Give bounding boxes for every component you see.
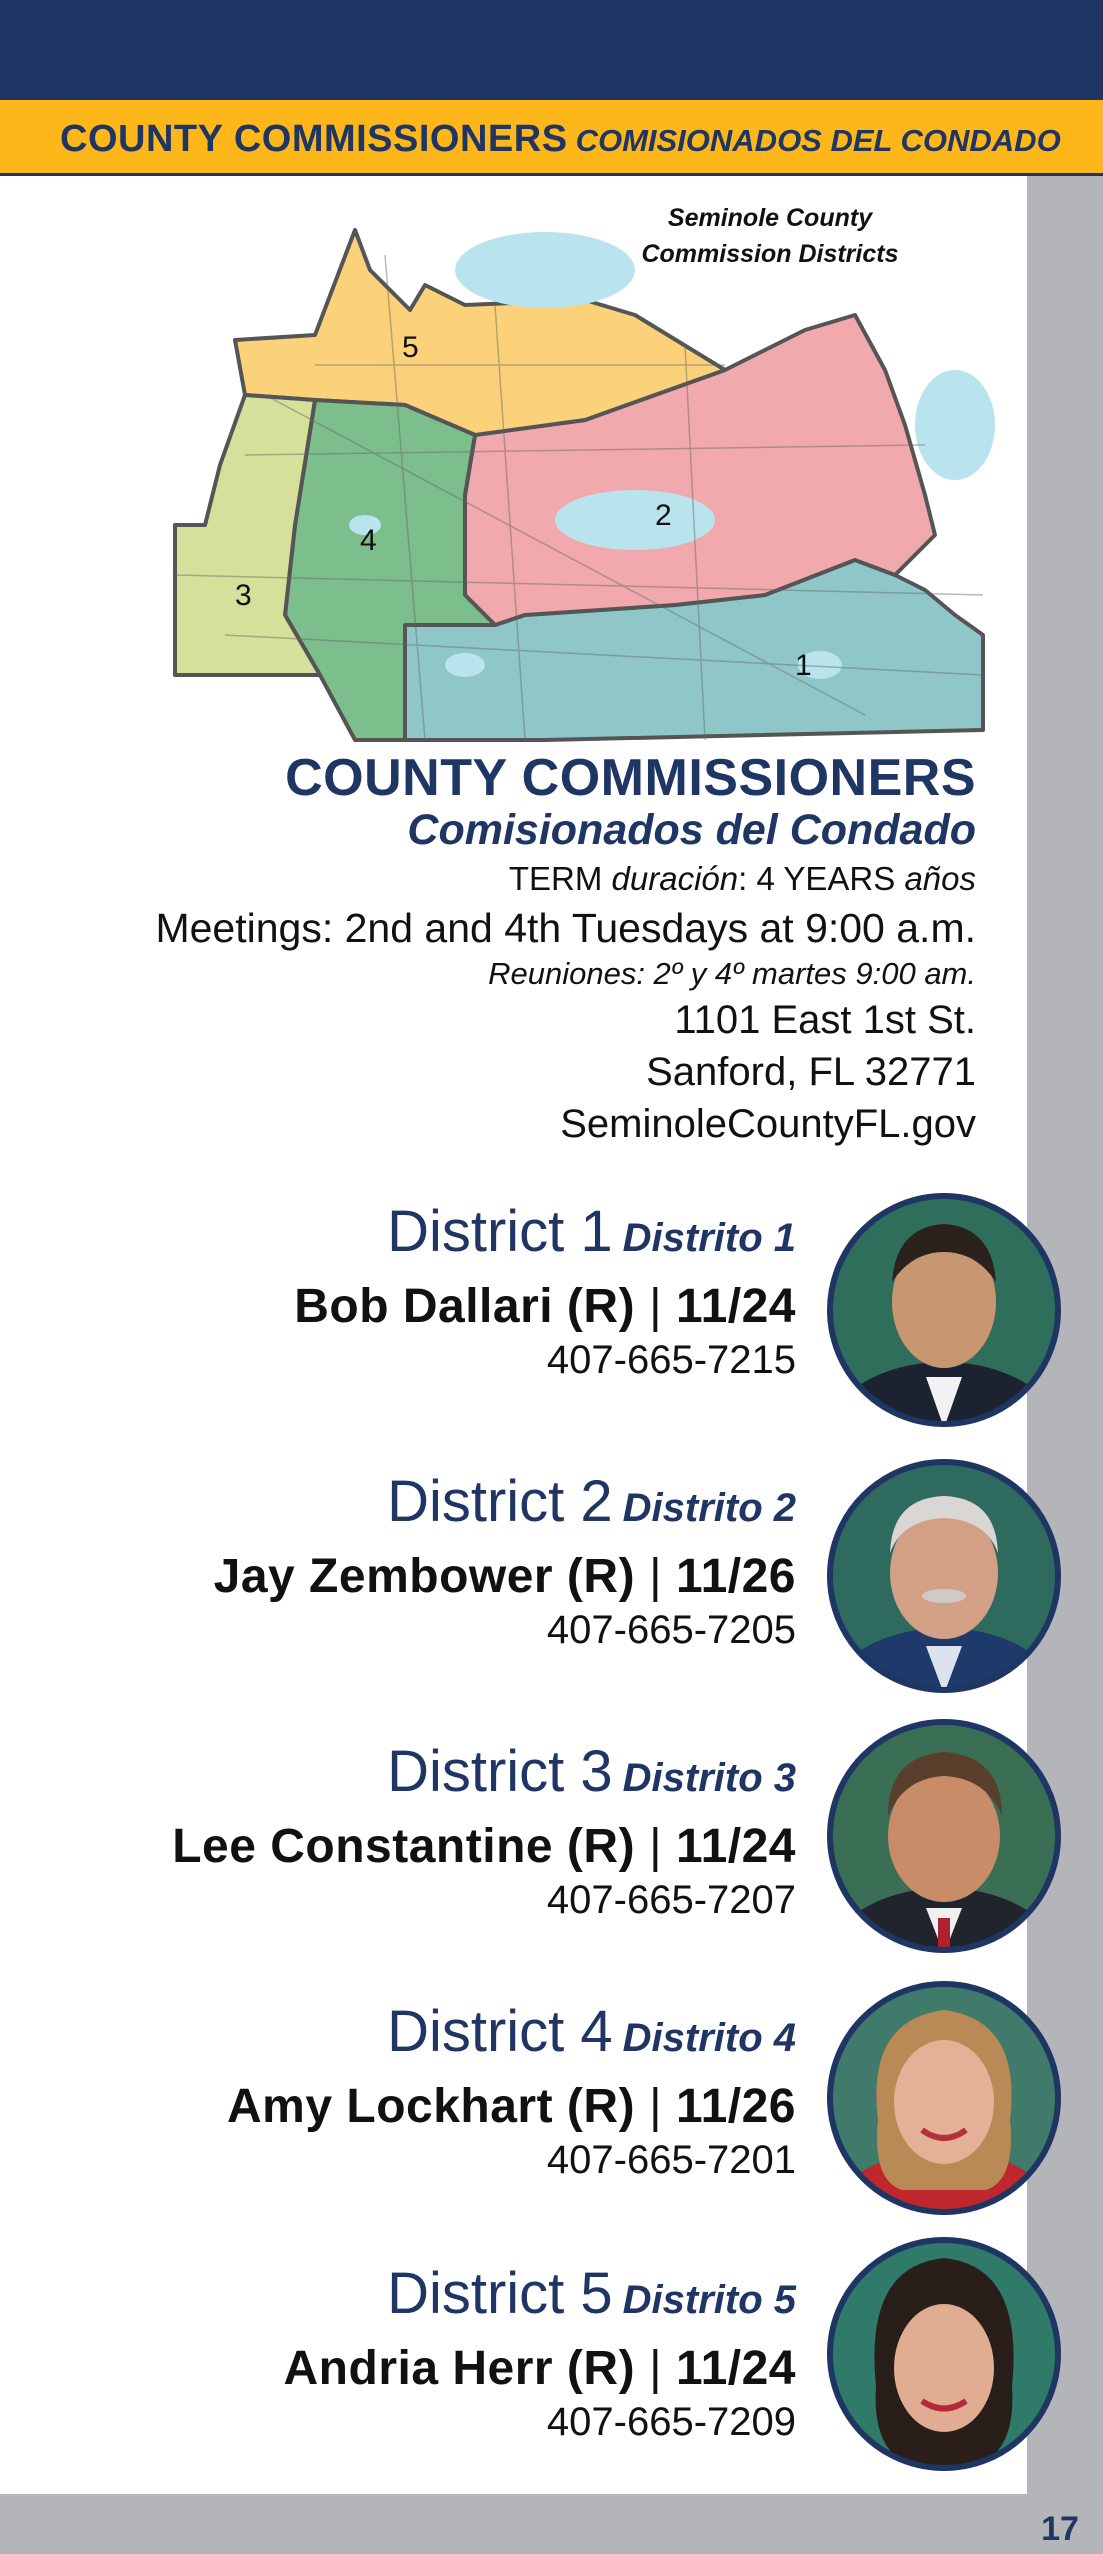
term-end: 11/24 — [676, 1280, 796, 1333]
term-end: 11/26 — [676, 1550, 796, 1603]
commissioner-entry-4 — [0, 2000, 796, 2185]
commissioner-name: Lee Constantine (R) — [172, 1820, 636, 1873]
commissioner-photo-5 — [826, 2236, 1062, 2472]
commissioner-photo-4 — [826, 1980, 1062, 2216]
info-title-es: Comisionados del Condado — [407, 806, 976, 854]
commissioner-entry-2 — [0, 1470, 796, 1655]
commissioner-entry-5 — [0, 2262, 796, 2447]
commissioner-name: Bob Dallari (R) — [294, 1280, 636, 1333]
address-line-1: 1101 East 1st St. — [674, 998, 976, 1042]
phone-number[interactable]: 407-665-7207 — [546, 1878, 796, 1922]
commissioner-photo-1 — [826, 1192, 1062, 1428]
address-line-2: Sanford, FL 32771 — [646, 1050, 976, 1094]
bottom-band — [0, 2494, 1103, 2554]
map-lake — [445, 653, 485, 677]
map-label-district-5: 5 — [402, 331, 419, 364]
commissioner-name: Andria Herr (R) — [283, 2342, 636, 2395]
distrito-label: Distrito 4 — [622, 2016, 796, 2060]
separator: | — [649, 1820, 663, 1873]
phone-number[interactable]: 407-665-7209 — [546, 2400, 796, 2444]
term-end: 11/24 — [676, 1820, 796, 1873]
separator: | — [649, 2342, 663, 2395]
term-value-es: años — [904, 860, 976, 897]
phone-number[interactable]: 407-665-7215 — [546, 1338, 796, 1382]
phone-number[interactable]: 407-665-7205 — [546, 1608, 796, 1652]
commissioner-name: Amy Lockhart (R) — [227, 2080, 636, 2133]
map-title — [600, 200, 940, 272]
term-end: 11/26 — [676, 2080, 796, 2133]
term-line — [76, 856, 976, 902]
distrito-label: Distrito 5 — [622, 2278, 796, 2322]
distrito-label: Distrito 2 — [622, 1486, 796, 1530]
term-label: TERM — [508, 860, 603, 897]
map-lake — [555, 490, 715, 550]
page-number: 17 — [1041, 2510, 1079, 2548]
map-label-district-3: 3 — [235, 579, 252, 612]
district-label: District 4 — [387, 1999, 613, 2064]
separator: | — [649, 1550, 663, 1603]
separator: | — [649, 2080, 663, 2133]
district-map — [165, 195, 1000, 755]
map-title-line1: Seminole County — [667, 204, 873, 232]
commissioner-entry-1 — [0, 1200, 796, 1385]
section-header — [0, 100, 1103, 176]
separator: | — [649, 1280, 663, 1333]
term-label-es: duración — [611, 860, 739, 897]
term-end: 11/24 — [676, 2342, 796, 2395]
district-label: District 3 — [387, 1739, 613, 1804]
phone-number[interactable]: 407-665-7201 — [546, 2138, 796, 2182]
distrito-label: Distrito 1 — [622, 1216, 796, 1260]
map-lake — [915, 370, 995, 480]
district-label: District 2 — [387, 1469, 613, 1534]
district-label: District 1 — [387, 1199, 613, 1264]
top-band — [0, 0, 1103, 100]
map-label-district-1: 1 — [795, 649, 812, 682]
map-label-district-2: 2 — [655, 499, 672, 532]
commissioner-photo-3 — [826, 1718, 1062, 1954]
distrito-label: Distrito 3 — [622, 1756, 796, 1800]
website-link[interactable]: SeminoleCountyFL.gov — [560, 1102, 976, 1146]
header-title-en: COUNTY COMMISSIONERS — [60, 118, 568, 160]
meetings-line: Meetings: 2nd and 4th Tuesdays at 9:00 a.m. — [155, 905, 976, 951]
reuniones-line: Reuniones: 2º y 4º martes 9:00 am. — [488, 956, 976, 991]
header-title-es: COMISIONADOS DEL CONDADO — [575, 123, 1061, 158]
map-title-line2: Commission Districts — [641, 240, 899, 268]
info-title-en: COUNTY COMMISSIONERS — [285, 749, 976, 807]
commissioner-name: Jay Zembower (R) — [213, 1550, 636, 1603]
commissioner-entry-3 — [0, 1740, 796, 1925]
map-label-district-4: 4 — [360, 524, 377, 557]
commissioner-photo-2 — [826, 1458, 1062, 1694]
district-label: District 5 — [387, 2261, 613, 2326]
term-value: : 4 YEARS — [738, 860, 905, 897]
info-block — [76, 750, 976, 1150]
